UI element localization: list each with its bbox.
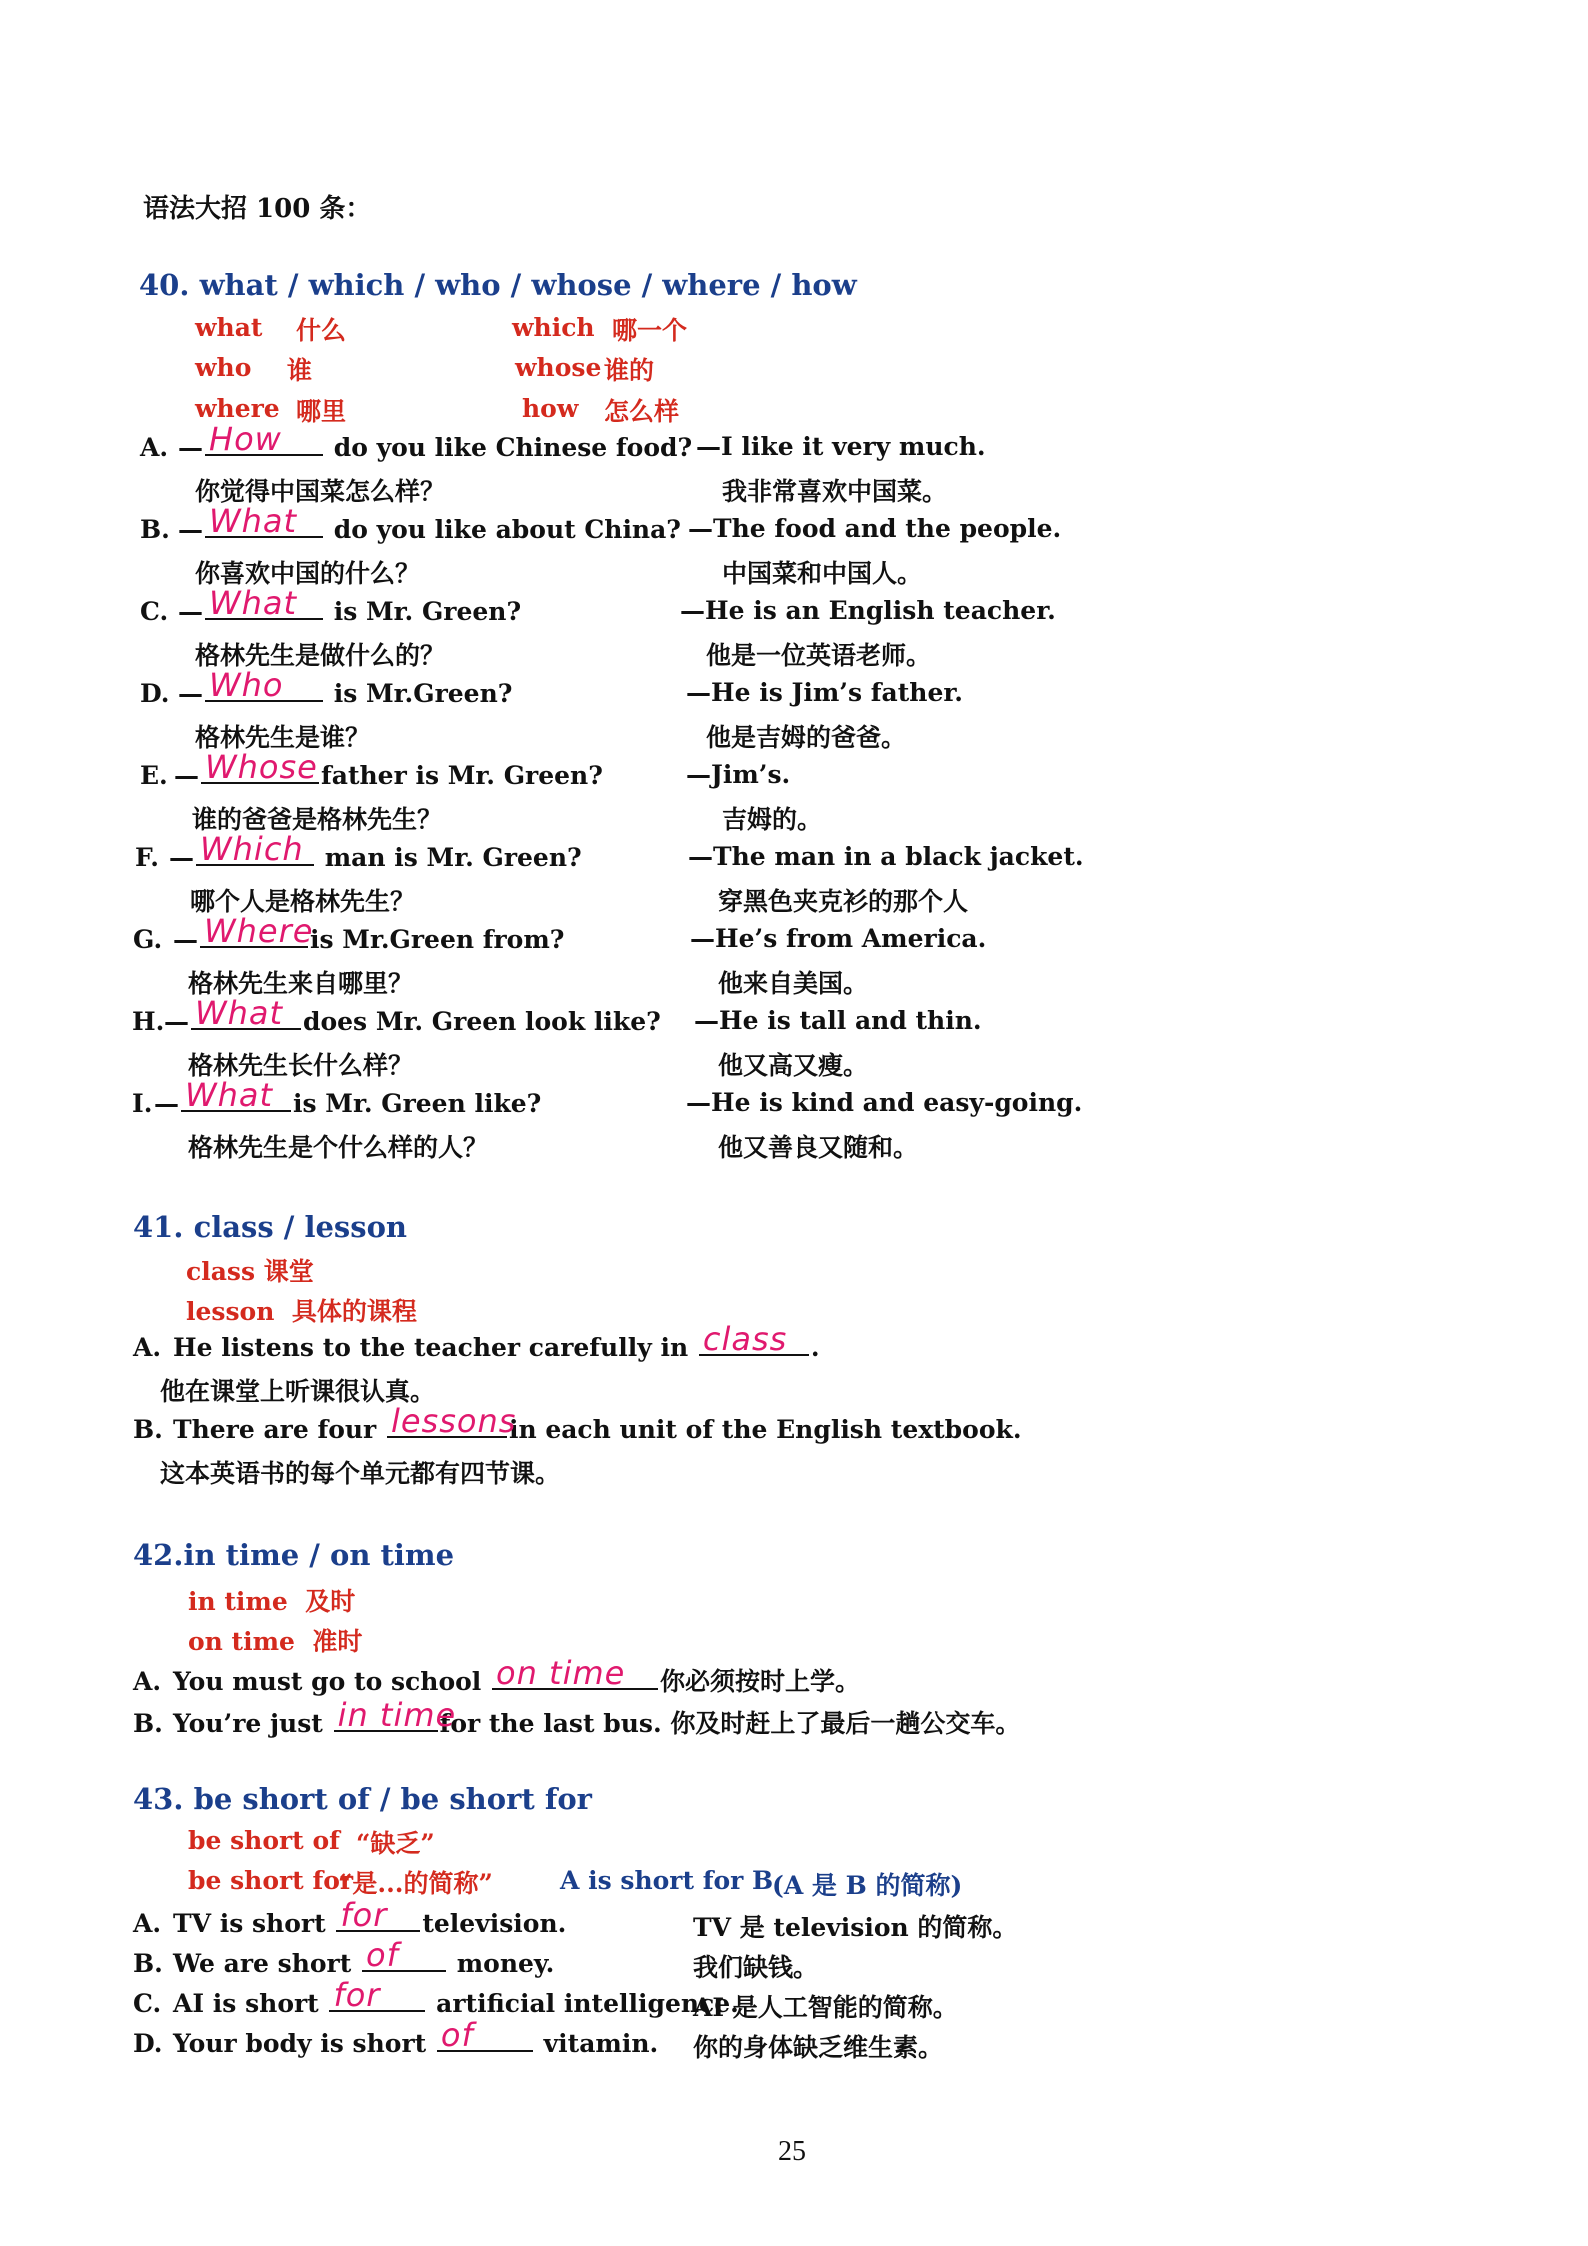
vocab-note-zh: (A 是 B 的简称): [772, 1871, 963, 1900]
vocab-zh: “是...的简称”: [338, 1869, 493, 1898]
question-line: I.— What is Mr. Green like?: [132, 1076, 542, 1118]
question-zh: 谁的爸爸是格林先生？: [192, 805, 443, 834]
reply-line: —I like it very much.: [696, 432, 986, 461]
vocab-en: how: [522, 394, 579, 423]
question-zh: 格林先生是做什么的？: [195, 641, 446, 670]
reply-line: —The food and the people.: [688, 514, 1062, 543]
section-number: 42.: [133, 1538, 184, 1572]
handwritten-answer: in time: [337, 1696, 457, 1734]
question-line: D. — Who is Mr.Green?: [140, 666, 513, 708]
answer-blank[interactable]: [181, 1076, 291, 1114]
answer-blank[interactable]: [205, 584, 323, 622]
reply-line: —He is Jim’s father.: [686, 678, 963, 707]
sentence-zh: TV 是 television 的简称。: [693, 1913, 1018, 1942]
question-zh: 你觉得中国菜怎么样？: [195, 477, 446, 506]
question-line: B. — What do you like about China?: [140, 502, 681, 544]
sentence-zh: 你的身体缺乏维生素。: [693, 2033, 944, 2062]
reply-zh: 他来自美国。: [718, 969, 869, 998]
sentence-zh: AI 是人工智能的简称。: [693, 1993, 958, 2022]
answer-blank[interactable]: [205, 502, 323, 540]
handwritten-answer: What: [195, 994, 284, 1032]
answer-blank[interactable]: [492, 1654, 658, 1692]
answer-blank[interactable]: [329, 1976, 425, 2014]
vocab-line: lesson 具体的课程: [186, 1297, 417, 1326]
question-zh: 格林先生来自哪里？: [188, 969, 414, 998]
section-heading: be short of / be short for: [193, 1782, 592, 1816]
question-line: A. He listens to the teacher carefully in class .: [133, 1320, 820, 1362]
question-line: A. — How do you like Chinese food?: [140, 420, 693, 462]
question-zh: 格林先生长什么样？: [188, 1051, 414, 1080]
handwritten-answer: class: [702, 1320, 788, 1358]
reply-line: —He’s from America.: [690, 924, 987, 953]
vocab-line: on time 准时: [188, 1627, 363, 1656]
handwritten-answer: How: [209, 420, 282, 458]
answer-blank[interactable]: [336, 1896, 420, 1934]
question-zh: 格林先生是个什么样的人？: [188, 1133, 489, 1162]
section-heading: class / lesson: [193, 1210, 408, 1244]
handwritten-answer: for: [333, 1976, 381, 2014]
question-line: C. — What is Mr. Green?: [140, 584, 522, 626]
vocab-en: be short of: [188, 1826, 340, 1855]
question-line: A. TV is short for television.: [133, 1896, 567, 1938]
handwritten-answer: Whose: [205, 748, 318, 786]
question-line: H.— What does Mr. Green look like?: [132, 994, 661, 1036]
answer-blank[interactable]: [205, 420, 323, 458]
handwritten-answer: lessons: [390, 1402, 517, 1440]
reply-zh: 吉姆的。: [722, 805, 823, 834]
vocab-zh: 哪里: [296, 397, 347, 426]
reply-zh: 他是吉姆的爸爸。: [706, 723, 907, 752]
handwritten-answer: Which: [200, 830, 304, 868]
handwritten-answer: Where: [204, 912, 314, 950]
vocab-zh: 什么: [296, 316, 347, 345]
vocab-zh: 哪一个: [612, 316, 688, 345]
handwritten-answer: What: [209, 502, 298, 540]
section-number: 41.: [133, 1210, 184, 1244]
reply-line: —The man in a black jacket.: [688, 842, 1084, 871]
vocab-zh: 怎么样: [604, 397, 680, 426]
question-line: B. We are short of money.: [133, 1936, 555, 1978]
question-zh: 你喜欢中国的什么？: [195, 559, 421, 588]
handwritten-answer: of: [440, 2016, 474, 2054]
vocab-line: in time 及时: [188, 1587, 356, 1616]
vocab-en: be short for: [188, 1866, 354, 1895]
reply-zh: 中国菜和中国人。: [722, 559, 923, 588]
answer-blank[interactable]: [196, 830, 314, 868]
page-number: 25: [778, 2136, 806, 2167]
section-41-title: [133, 1210, 407, 1244]
handwritten-answer: for: [340, 1896, 388, 1934]
question-line: F. — Which man is Mr. Green?: [135, 830, 582, 872]
reply-line: —He is tall and thin.: [694, 1006, 982, 1035]
question-line: B. You’re just in time for the last bus. 你及时赶上了最后一趟公交车。: [133, 1696, 1021, 1738]
question-line: G. — Where is Mr.Green from?: [133, 912, 565, 954]
question-line: A. You must go to school on time 你必须按时上学。: [133, 1654, 861, 1696]
vocab-en: which: [512, 313, 595, 342]
question-line: C. AI is short for artificial intelligence.: [133, 1976, 739, 2018]
question-zh: 这本英语书的每个单元都有四节课。: [160, 1459, 561, 1488]
section-heading: in time / on time: [183, 1538, 455, 1572]
answer-blank[interactable]: [205, 666, 323, 704]
section-number: 43.: [133, 1782, 184, 1816]
vocab-zh: 谁的: [604, 356, 655, 385]
vocab-en: what: [195, 313, 263, 342]
section-42-title: [133, 1538, 454, 1572]
handwritten-answer: What: [209, 584, 298, 622]
reply-line: —He is kind and easy-going.: [686, 1088, 1083, 1117]
vocab-en: where: [195, 394, 280, 423]
answer-blank[interactable]: [699, 1320, 809, 1358]
handwritten-answer: of: [366, 1936, 399, 1974]
answer-blank[interactable]: [201, 748, 319, 786]
handwritten-answer: Who: [209, 666, 284, 704]
vocab-zh: “缺乏”: [356, 1829, 435, 1858]
reply-line: —Jim’s.: [686, 760, 791, 789]
reply-zh: 他又善良又随和。: [718, 1133, 919, 1162]
reply-zh: 我非常喜欢中国菜。: [722, 477, 948, 506]
vocab-line: class 课堂: [186, 1257, 314, 1286]
answer-blank[interactable]: [362, 1936, 446, 1974]
reply-zh: 他是一位英语老师。: [706, 641, 932, 670]
question-line: E. — Whose father is Mr. Green?: [140, 748, 603, 790]
reply-zh: 穿黑色夹克衫的那个人: [718, 887, 969, 916]
question-zh: 哪个人是格林先生？: [190, 887, 416, 916]
sentence-zh: 我们缺钱。: [693, 1953, 819, 1982]
reply-zh: 他又高又瘦。: [718, 1051, 869, 1080]
reply-line: —He is an English teacher.: [680, 596, 1056, 625]
vocab-note: A is short for B: [560, 1866, 774, 1895]
handwritten-answer: What: [185, 1076, 274, 1114]
vocab-en: who: [195, 353, 252, 382]
answer-blank[interactable]: [387, 1402, 517, 1440]
answer-blank[interactable]: [334, 1696, 457, 1734]
question-line: D. Your body is short of vitamin.: [133, 2016, 659, 2058]
answer-blank[interactable]: [191, 994, 301, 1032]
section-40-title: [139, 268, 857, 302]
vocab-zh: 谁: [287, 356, 313, 385]
section-number: 40.: [139, 268, 190, 302]
vocab-en: whose: [515, 353, 602, 382]
question-zh: 他在课堂上听课很认真。: [160, 1377, 436, 1406]
section-heading: what / which / who / whose / where / how: [199, 268, 857, 302]
question-line: B. There are four lessons in each unit of the English textbook.: [133, 1402, 1022, 1444]
question-zh: 格林先生是谁？: [195, 723, 371, 752]
page-header: 语法大招 100 条：: [143, 194, 372, 224]
handwritten-answer: on time: [496, 1654, 626, 1692]
section-43-title: [133, 1782, 592, 1816]
answer-blank[interactable]: [437, 2016, 533, 2054]
answer-blank[interactable]: [200, 912, 314, 950]
